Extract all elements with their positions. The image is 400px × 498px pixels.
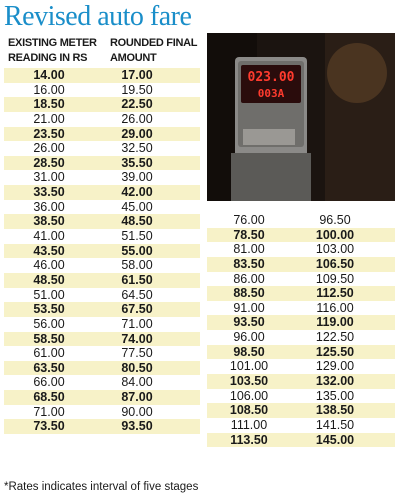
meter-reading-cell: 96.00: [233, 330, 265, 345]
final-amount-cell: 119.00: [316, 315, 354, 330]
meter-reading-cell: 26.00: [33, 141, 65, 156]
meter-display-fare: 023.00: [247, 70, 295, 85]
final-amount-cell: 132.00: [315, 374, 355, 389]
meter-display-second: 003A: [257, 87, 285, 100]
table-row: [4, 244, 200, 259]
footnote: *Rates indicates interval of five stages: [4, 481, 199, 493]
meter-reading-cell: 103.50: [229, 374, 269, 389]
column-header-rounded-final-amount: ROUNDED FINAL AMOUNT: [110, 37, 197, 64]
meter-reading-cell: 36.00: [33, 199, 65, 214]
page-title: Revised auto fare: [4, 1, 192, 32]
meter-reading-cell: 71.00: [33, 404, 65, 419]
meter-reading-cell: 16.00: [33, 82, 65, 97]
final-amount-cell: 84.00: [121, 375, 153, 390]
final-amount-cell: 17.00: [121, 68, 153, 82]
table-row: [4, 127, 200, 142]
final-amount-cell: 77.50: [121, 346, 153, 361]
meter-reading-cell: 58.50: [33, 331, 65, 346]
meter-reading-cell: 18.50: [33, 97, 65, 112]
table-row: [207, 359, 395, 374]
meter-reading-cell: 68.50: [33, 390, 65, 405]
meter-reading-cell: 108.50: [229, 403, 269, 418]
table-row: [207, 433, 395, 448]
final-amount-cell: 145.00: [315, 432, 355, 447]
table-row: [4, 141, 200, 156]
meter-reading-cell: 88.50: [233, 286, 265, 301]
table-row: [4, 346, 200, 361]
final-amount-cell: 64.50: [121, 287, 153, 302]
final-amount-cell: 109.50: [315, 271, 355, 286]
meter-reading-cell: 43.50: [33, 243, 65, 258]
table-row: [207, 286, 395, 301]
final-amount-cell: 138.50: [315, 403, 355, 418]
final-amount-cell: 122.50: [315, 330, 355, 345]
table-row: [4, 302, 200, 317]
table-row: [207, 242, 395, 257]
table-row: [4, 361, 200, 376]
final-amount-cell: 26.00: [121, 111, 153, 126]
final-amount-cell: 129.00: [315, 359, 355, 374]
meter-reading-cell: 111.00: [230, 417, 268, 432]
auto-meter-photo: [207, 33, 395, 201]
final-amount-cell: 100.00: [315, 227, 355, 242]
meter-reading-cell: 106.00: [229, 388, 269, 403]
table-row: [4, 83, 200, 98]
final-amount-cell: 96.50: [319, 213, 351, 227]
fare-table-right: [207, 213, 395, 447]
meter-reading-cell: 101.00: [229, 359, 269, 374]
final-amount-cell: 19.50: [121, 82, 153, 97]
table-row: [207, 418, 395, 433]
meter-reading-cell: 78.50: [233, 227, 265, 242]
table-row: [4, 405, 200, 420]
table-row: [4, 273, 200, 288]
meter-reading-cell: 93.50: [233, 315, 265, 330]
meter-reading-cell: 86.00: [233, 271, 265, 286]
meter-reading-cell: 61.00: [33, 346, 65, 361]
meter-reading-cell: 66.00: [33, 375, 65, 390]
table-row: [207, 403, 395, 418]
table-row: [207, 257, 395, 272]
table-row: [4, 258, 200, 273]
final-amount-cell: 141.50: [315, 417, 355, 432]
table-row: [207, 330, 395, 345]
table-row: [4, 419, 200, 434]
final-amount-cell: 58.00: [121, 258, 153, 273]
meter-reading-cell: 28.50: [33, 155, 65, 170]
meter-reading-cell: 63.50: [33, 360, 65, 375]
meter-reading-cell: 48.50: [33, 272, 65, 287]
final-amount-cell: 125.50: [315, 344, 355, 359]
final-amount-cell: 39.00: [121, 170, 153, 185]
table-row: [4, 390, 200, 405]
table-row: [4, 317, 200, 332]
final-amount-cell: 87.00: [121, 390, 153, 405]
final-amount-cell: 67.50: [121, 302, 153, 317]
final-amount-cell: 51.50: [121, 229, 153, 244]
fare-table-left: [4, 68, 200, 434]
table-row: [4, 170, 200, 185]
final-amount-cell: 106.50: [315, 256, 355, 271]
meter-reading-cell: 14.00: [33, 68, 65, 82]
meter-reading-cell: 33.50: [33, 185, 65, 200]
meter-reading-cell: 21.00: [33, 111, 65, 126]
meter-reading-cell: 53.50: [33, 302, 65, 317]
final-amount-cell: 71.00: [121, 316, 153, 331]
meter-reading-cell: 98.50: [233, 344, 265, 359]
final-amount-cell: 32.50: [121, 141, 153, 156]
table-row: [4, 229, 200, 244]
table-row: [207, 213, 395, 228]
meter-reading-cell: 56.00: [33, 316, 65, 331]
table-row: [4, 214, 200, 229]
final-amount-cell: 112.50: [316, 286, 354, 301]
meter-reading-cell: 31.00: [33, 170, 65, 185]
meter-reading-cell: 73.50: [33, 419, 65, 434]
table-row: [4, 156, 200, 171]
meter-reading-cell: 83.50: [233, 256, 265, 271]
table-row: [4, 375, 200, 390]
table-row: [207, 345, 395, 360]
meter-reading-cell: 113.50: [230, 432, 268, 447]
table-row: [4, 112, 200, 127]
table-row: [4, 68, 200, 83]
table-row: [4, 97, 200, 112]
final-amount-cell: 90.00: [121, 404, 153, 419]
final-amount-cell: 103.00: [315, 242, 355, 257]
final-amount-cell: 74.00: [121, 331, 153, 346]
final-amount-cell: 55.00: [121, 243, 153, 258]
final-amount-cell: 61.50: [121, 272, 153, 287]
meter-reading-cell: 91.00: [233, 300, 265, 315]
table-row: [207, 389, 395, 404]
final-amount-cell: 48.50: [121, 214, 153, 229]
table-row: [4, 200, 200, 215]
column-header-existing-meter-reading: EXISTING METER READING IN RS: [8, 37, 97, 64]
meter-reading-cell: 38.50: [33, 214, 65, 229]
final-amount-cell: 45.00: [121, 199, 153, 214]
table-row: [4, 185, 200, 200]
meter-reading-cell: 46.00: [33, 258, 65, 273]
table-row: [207, 315, 395, 330]
final-amount-cell: 35.50: [121, 155, 153, 170]
table-row: [207, 228, 395, 243]
final-amount-cell: 116.00: [316, 300, 354, 315]
final-amount-cell: 42.00: [121, 185, 153, 200]
final-amount-cell: 22.50: [121, 97, 153, 112]
final-amount-cell: 135.00: [315, 388, 355, 403]
table-row: [4, 332, 200, 347]
table-row: [4, 288, 200, 303]
meter-reading-cell: 76.00: [233, 213, 265, 227]
final-amount-cell: 93.50: [121, 419, 153, 434]
meter-reading-cell: 81.00: [233, 242, 265, 257]
meter-reading-cell: 51.00: [33, 287, 65, 302]
table-row: [207, 301, 395, 316]
meter-reading-cell: 41.00: [33, 229, 65, 244]
final-amount-cell: 29.00: [121, 126, 153, 141]
table-row: [207, 272, 395, 287]
final-amount-cell: 80.50: [121, 360, 153, 375]
meter-reading-cell: 23.50: [33, 126, 65, 141]
table-row: [207, 374, 395, 389]
